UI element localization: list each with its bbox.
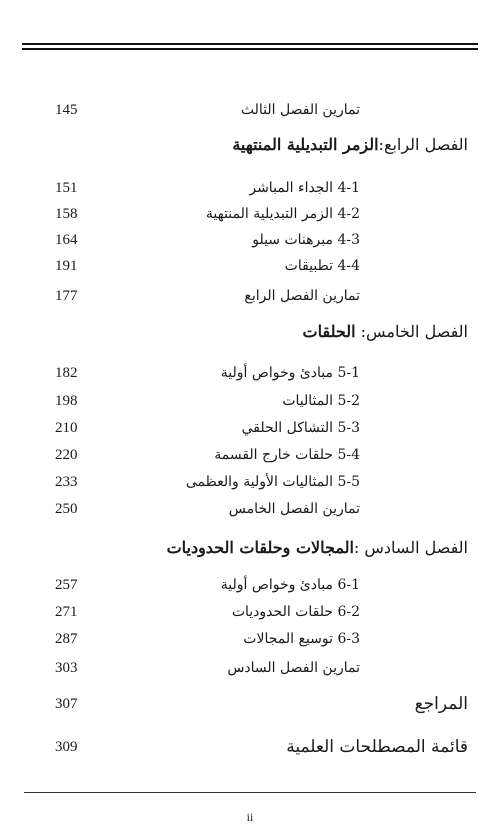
top-rule-thin [22,48,478,50]
toc-entry-title: 5-4 حلقات خارج القسمة [214,447,360,463]
toc-entry-page: 145 [55,102,78,118]
chapter-heading [0,536,500,560]
toc-entry[interactable] [0,656,500,680]
toc-entry-page: 198 [55,393,78,409]
toc-entry[interactable] [0,176,500,200]
chapter-title: الحلقات [302,322,356,341]
toc-entry[interactable] [0,600,500,624]
toc-entry-page: 210 [55,420,78,436]
toc-entry-glossary[interactable] [0,735,500,759]
toc-entry-title: 4-1 الجداء المباشر [249,180,360,196]
toc-entry-title: تمارين الفصل السادس [227,660,360,676]
toc-entry-title: تمارين الفصل الرابع [244,288,360,304]
chapter-4-heading [232,133,468,157]
chapter-heading [0,320,500,344]
bottom-rule [24,792,476,793]
toc-entry-page: 233 [55,474,78,490]
toc-entry-title: 5-2 المثاليات [282,393,360,409]
toc-entry-title: 4-3 مبرهنات سيلو [252,232,360,248]
top-rule-thick [22,43,478,45]
toc-entry[interactable] [0,389,500,413]
toc-entry-page: 250 [55,501,78,517]
glossary-title: قائمة المصطلحات العلمية [286,737,468,757]
toc-entry[interactable] [0,470,500,494]
toc-entry-page: 307 [55,696,78,712]
chapter-title: الزمر التبديلية المنتهية [232,135,379,154]
toc-entry-page: 309 [55,739,78,755]
references-title: المراجع [414,694,468,714]
chapter-heading [0,133,500,157]
toc-entry-title: 6-1 مبادئ وخواص أولية [220,577,360,593]
toc-entry-page: 303 [55,660,78,676]
toc-entry-page: 191 [55,258,78,274]
toc-entry-title: 6-3 توسيع المجالات [243,631,360,647]
toc-entry-page: 220 [55,447,78,463]
toc-entry-page: 287 [55,631,78,647]
page-number: ii [246,810,254,824]
toc-entry-title: 5-3 التشاكل الحلقي [241,420,360,436]
chapter-prefix: الفصل الخامس: [355,322,468,341]
toc-entry-title: 4-2 الزمر التبديلية المنتهية [205,206,360,222]
toc-entry-title: تمارين الفصل الخامس [228,501,360,517]
toc-entry-page: 158 [55,206,78,222]
toc-entry-title: 4-4 تطبيقات [284,258,360,274]
toc-entry-page: 151 [55,180,78,196]
toc-entry[interactable] [0,254,500,278]
chapter-prefix: الفصل الرابع: [378,135,468,154]
toc-entry[interactable] [0,497,500,521]
toc-entry[interactable] [0,573,500,597]
toc-entry-references[interactable] [0,692,500,716]
toc-entry-title: تمارين الفصل الثالث [240,102,360,118]
toc-entry[interactable] [0,627,500,651]
toc-entry[interactable] [0,284,500,308]
chapter-title: المجالات وحلقات الحدوديات [166,538,354,557]
toc-entry-title: 6-2 حلقات الحدوديات [231,604,360,620]
toc-entry-title: 5-5 المثاليات الأولية والعظمى [185,474,360,490]
chapter-6-heading [167,536,468,560]
chapter-5-heading [303,320,468,344]
chapter-prefix: الفصل السادس : [353,538,468,557]
toc-entry-page: 257 [55,577,78,593]
toc-entry[interactable] [0,202,500,226]
toc-entry[interactable] [0,416,500,440]
toc-entry-page: 164 [55,232,78,248]
toc-entry[interactable] [0,361,500,385]
toc-entry-page: 182 [55,365,78,381]
toc-entry-title: 5-1 مبادئ وخواص أولية [220,365,360,381]
toc-entry-page: 177 [55,288,78,304]
toc-entry[interactable] [0,228,500,252]
toc-entry[interactable] [0,443,500,467]
toc-entry-page: 271 [55,604,78,620]
toc-entry[interactable] [0,98,500,122]
